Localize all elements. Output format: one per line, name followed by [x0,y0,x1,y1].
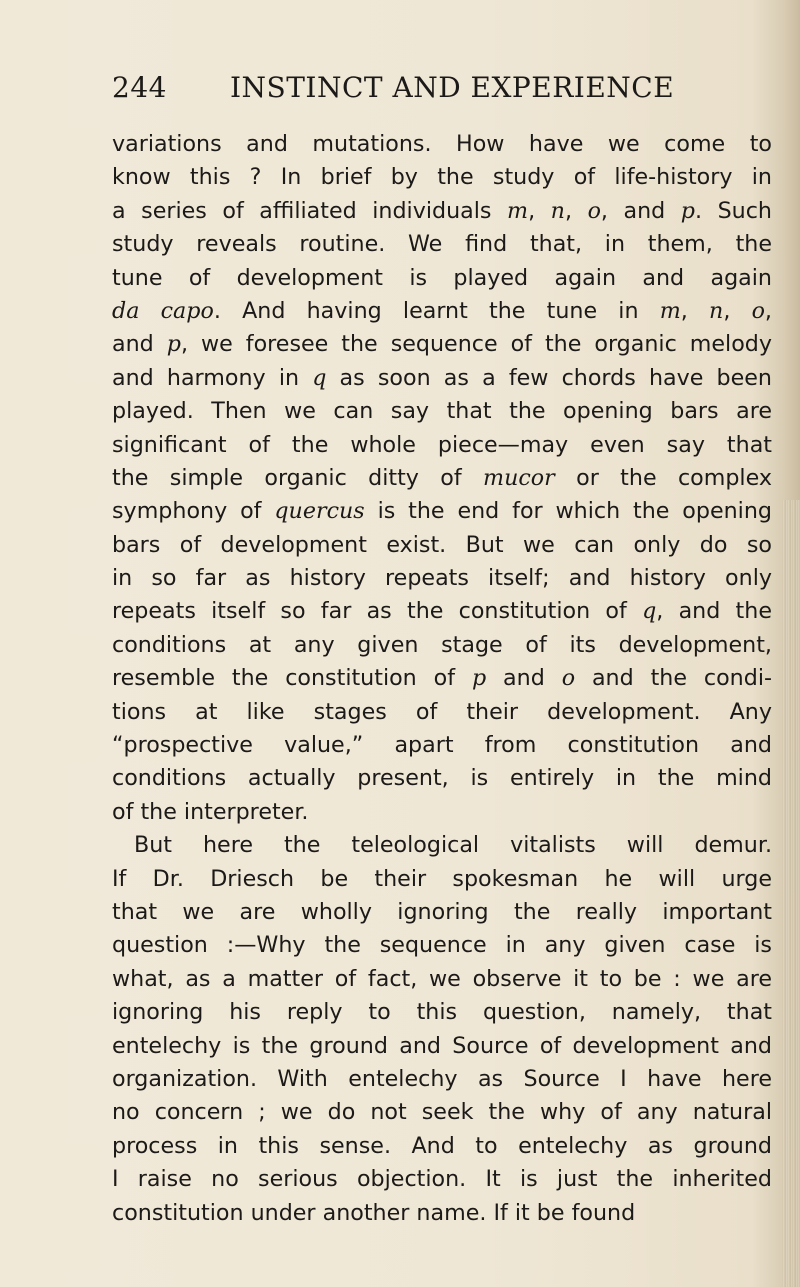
italic-term: o [561,665,576,692]
text-line [112,462,772,495]
italic-term: quercus [274,498,365,525]
text-line [112,495,772,528]
text-line: constitution under another name. If it be found [112,1199,636,1226]
text-line: that we are wholly ignoring the really important [112,898,772,925]
text-line [112,362,772,395]
text-line: tions at like stages of their development. Any [112,698,772,725]
text-line: played. Then we can say that the opening bars are [112,398,772,425]
text-line [112,295,772,328]
italic-term: p [166,331,181,358]
text-line [112,662,772,695]
text-line: question :—Why the sequence in any given case is [112,932,772,959]
text-line: If Dr. Driesch be their spokesman he will urge [112,865,772,892]
text-line [112,595,772,628]
italic-term: da capo [112,297,214,324]
italic-term: mucor [483,464,555,491]
italic-term: o [587,197,601,224]
italic-term: q [312,364,327,391]
italic-term: m [659,297,681,324]
text-line [112,195,772,228]
text-segment: and harmony in [112,364,313,391]
text-segment: . And having learnt the tune in [213,297,660,324]
text-segment: or the complex [554,464,772,491]
text-line: what, as a matter of fact, we observe it to be : we are [112,965,772,992]
text-line: of the interpreter. [112,798,309,825]
text-segment: the simple organic ditty of [112,464,484,491]
text-segment: , [528,197,551,224]
text-segment: resemble the constitution of [112,665,472,692]
italic-term: n [550,197,565,224]
text-segment: and the condi- [575,665,772,692]
text-segment: , we foresee the sequence of the organic melody [180,331,772,358]
italic-term: p [680,197,695,224]
text-line: significant of the whole piece—may even say that [112,431,772,458]
text-segment: . Such [695,197,772,224]
text-line: ignoring his reply to this question, namely, that [112,999,772,1026]
text-segment: , [680,297,710,324]
page-number: 244 [112,71,167,104]
running-title: INSTINCT AND EXPERIENCE [230,71,675,104]
italic-term: n [709,297,724,324]
text-line: know this ? In brief by the study of life-history in [112,164,772,191]
text-line: I raise no serious objection. It is just the inherited [112,1166,772,1193]
text-line: organization. With entelechy as Source I have here [112,1065,772,1092]
text-line: no concern ; we do not seek the why of any natural [112,1099,772,1126]
running-head [112,71,675,111]
text-line: bars of development exist. But we can only do so [112,531,772,558]
text-segment: repeats itself so far as the constitution of [112,598,643,625]
page-edge-shadow [782,500,800,1287]
italic-term: q [642,598,657,625]
text-line: entelechy is the ground and Source of development and [112,1032,772,1059]
text-segment: , and [600,197,681,224]
text-line [112,328,772,361]
text-segment: , [764,297,772,324]
text-line: study reveals routine. We find that, in them, the [112,231,772,258]
text-segment: , [564,197,588,224]
body-text [112,128,772,1230]
text-segment: as soon as a few chords have been [326,364,772,391]
text-segment: , [723,297,752,324]
text-line: conditions at any given stage of its development, [112,631,772,658]
text-segment: a series of affiliated individuals [112,197,508,224]
text-segment: symphony of [112,498,275,525]
text-line: variations and mutations. How have we come to [112,131,772,157]
italic-term: p [471,665,487,692]
italic-term: o [751,297,765,324]
text-line: But here the teleological vitalists will demur. [134,832,772,859]
text-line: in so far as history repeats itself; and history only [112,565,772,592]
text-line: process in this sense. And to entelechy as ground [112,1132,772,1159]
text-line: tune of development is played again and again [112,264,772,291]
text-segment: , and the [656,598,772,625]
text-line: conditions actually present, is entirely in the mind [112,765,772,792]
text-segment: is the end for which the opening [364,498,772,525]
italic-term: m [507,197,529,224]
text-segment: and [486,665,562,692]
text-segment: and [112,331,167,358]
text-line: “prospective value,” apart from constitution and [112,732,772,759]
